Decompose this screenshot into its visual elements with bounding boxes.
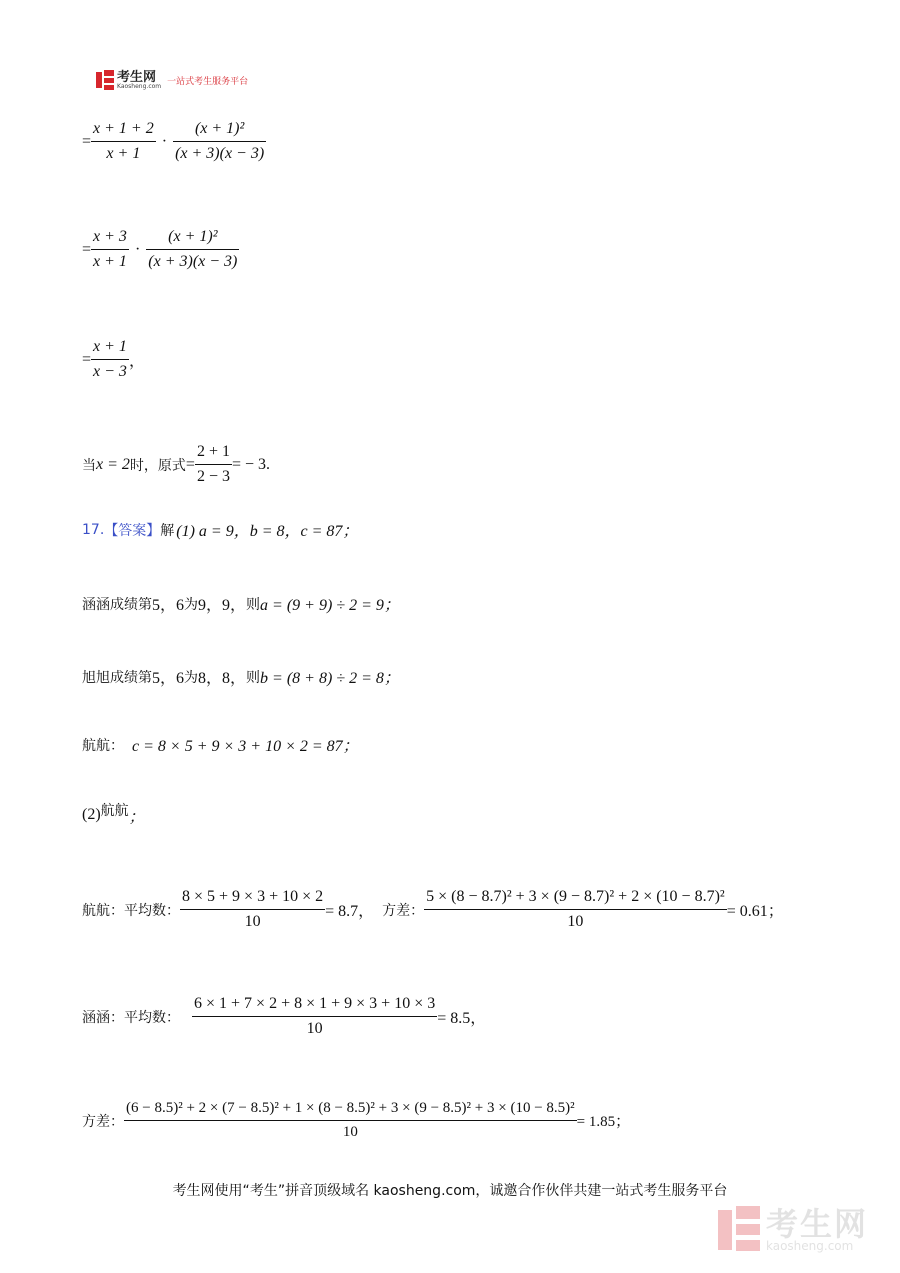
hanhan-median-line	[82, 592, 400, 615]
punctuation: ；	[128, 808, 145, 826]
step-3	[82, 338, 145, 381]
result: = − 3	[231, 455, 267, 473]
variance-result: = 0.61；	[726, 903, 784, 920]
numerator: x + 1 + 2	[91, 120, 156, 142]
ze-text: 则	[246, 669, 261, 686]
numerator: 5 × (8 − 8.7)² + 3 × (9 − 8.7)² + 2 × (10 − 8.7)²	[424, 888, 727, 910]
xuxu-text: 旭旭成绩第	[82, 669, 152, 686]
mean-result: = 8.7，	[325, 903, 375, 920]
wei-text: 为	[184, 596, 199, 613]
fraction	[180, 888, 325, 931]
fraction	[124, 1100, 577, 1141]
solution-label: 解	[160, 522, 175, 539]
denominator: x − 3	[93, 363, 127, 380]
logo-name: 考生网	[117, 69, 157, 85]
xuxu-mode-line	[82, 665, 400, 688]
hanhan-variance-line	[82, 1100, 630, 1141]
positions: 5，6	[152, 670, 185, 687]
part-number: (2)	[82, 806, 101, 823]
step-1	[82, 120, 266, 163]
step-2	[82, 228, 239, 271]
fraction	[91, 338, 129, 381]
fraction	[91, 120, 156, 163]
question-number: 17.	[82, 521, 105, 538]
watermark	[718, 1206, 868, 1254]
hanghang-label: 航航：	[82, 737, 124, 754]
equals-sign: =	[82, 350, 92, 368]
fraction	[195, 443, 232, 486]
part1-expression: (1) a = 9，b = 8，c = 87；	[176, 523, 359, 540]
q17-header	[82, 518, 358, 541]
values: 8，8，	[198, 670, 247, 687]
hanhan-mean-line	[82, 995, 486, 1038]
fraction	[173, 120, 266, 163]
denominator: (x + 3)(x − 3)	[175, 145, 265, 162]
hanhan-text: 涵涵成绩第	[82, 596, 152, 613]
equals-sign: =	[82, 240, 92, 258]
denominator: x + 1	[93, 253, 127, 270]
ze-text: 则	[246, 596, 261, 613]
fraction	[424, 888, 727, 931]
numerator: (x + 1)²	[146, 228, 239, 250]
site-logo	[96, 70, 248, 90]
variance-label: 方差：	[82, 1113, 124, 1130]
denominator: 10	[342, 1124, 358, 1140]
denominator: 2 − 3	[196, 468, 230, 485]
punctuation: .	[266, 455, 271, 473]
c-expression: c = 8 × 5 + 9 × 3 + 10 × 2 = 87；	[132, 738, 359, 755]
hanghang-mean-label: 航航：平均数：	[82, 902, 180, 919]
numerator: 2 + 1	[195, 443, 232, 465]
denominator: 10	[567, 913, 584, 930]
hanghang-c-line	[82, 733, 359, 756]
part2-line	[82, 800, 145, 830]
kaosheng-logo-icon	[96, 70, 114, 90]
numerator: 8 × 5 + 9 × 3 + 10 × 2	[180, 888, 325, 910]
median-expression: a = (9 + 9) ÷ 2 = 9；	[260, 597, 400, 614]
part2-answer: 航航	[100, 803, 129, 819]
numerator: x + 1	[91, 338, 129, 360]
fraction	[146, 228, 239, 271]
watermark-domain: kaosheng.com	[766, 1239, 854, 1253]
numerator: (x + 1)²	[173, 120, 266, 142]
denominator: 10	[306, 1020, 323, 1037]
logo-slogan: 一站式考生服务平台	[167, 76, 249, 87]
numerator: x + 3	[91, 228, 129, 250]
page-footer: 考生网使用“考生”拼音顶级域名 kaosheng.com，诚邀合作伙伴共建一站式考生服务平台	[172, 1183, 728, 1199]
watermark-name: 考生网	[766, 1205, 869, 1243]
numerator: (6 − 8.5)² + 2 × (7 − 8.5)² + 1 × (8 − 8.5)² + 3 × (9 − 8.5)² + 3 × (10 − 8.5)²	[124, 1100, 577, 1121]
denominator: 10	[244, 913, 261, 930]
punctuation: ，	[128, 353, 145, 370]
variance-result: = 1.85；	[576, 1114, 631, 1130]
mean-result: = 8.5，	[437, 1010, 487, 1027]
multiply-dot: ·	[161, 132, 168, 150]
variance-label: 方差：	[382, 902, 425, 919]
text-when: 当	[82, 457, 96, 474]
step-4	[82, 443, 270, 486]
condition: x = 2	[96, 455, 130, 473]
logo-domain: Kaosheng.com	[117, 82, 162, 90]
numerator: 6 × 1 + 7 × 2 + 8 × 1 + 9 × 3 + 10 × 3	[192, 995, 437, 1017]
answer-tag: 【答案】	[104, 522, 161, 539]
text-original-expr: 时，原式	[129, 457, 186, 474]
fraction	[192, 995, 437, 1038]
denominator: x + 1	[106, 145, 141, 162]
kaosheng-watermark-icon	[718, 1206, 760, 1254]
hanghang-stats-line	[82, 888, 784, 931]
positions: 5，6	[152, 597, 185, 614]
wei-text: 为	[184, 669, 199, 686]
equals-sign: =	[82, 132, 92, 150]
denominator: (x + 3)(x − 3)	[148, 253, 238, 270]
median-expression: b = (8 + 8) ÷ 2 = 8；	[260, 670, 400, 687]
equals-sign: =	[185, 455, 195, 473]
values: 9，9，	[198, 597, 247, 614]
fraction	[91, 228, 129, 271]
multiply-dot: ·	[134, 240, 141, 258]
hanhan-mean-label: 涵涵：平均数：	[82, 1009, 180, 1026]
